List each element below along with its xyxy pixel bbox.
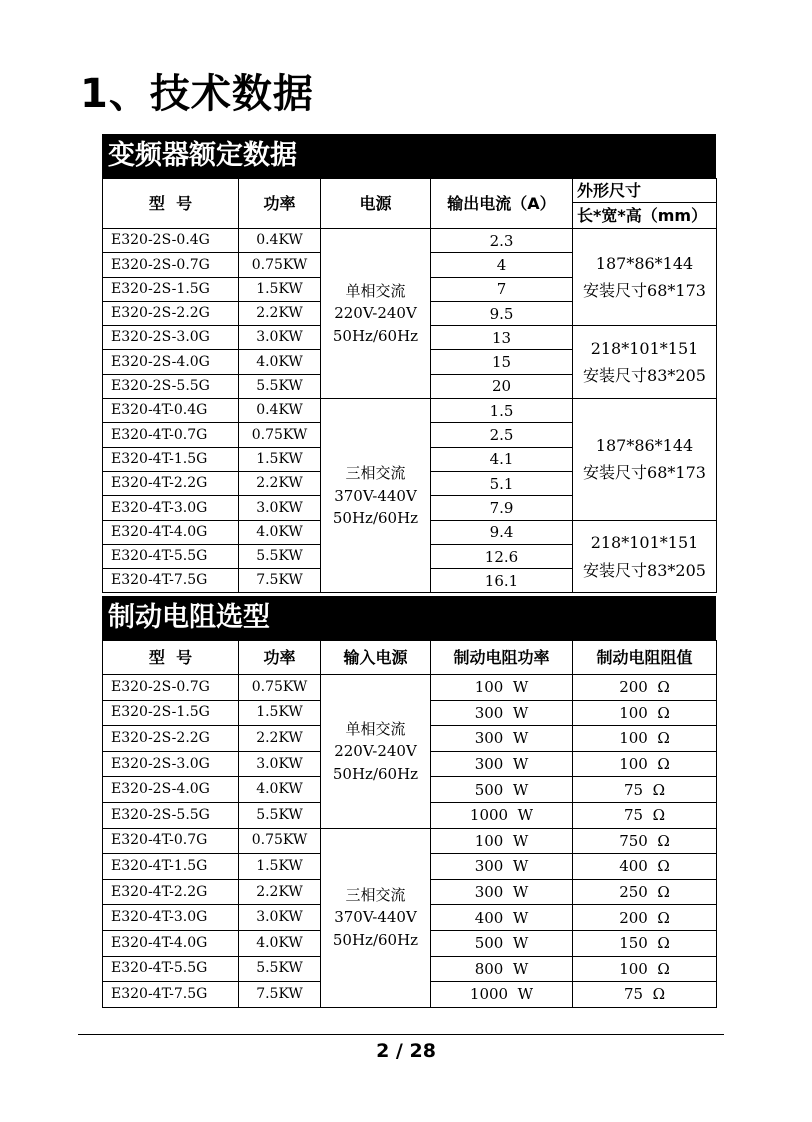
power-cell: 2.2KW — [239, 879, 321, 905]
current-cell: 12.6 — [431, 544, 573, 568]
dims-size: 187*86*144 — [595, 253, 694, 273]
table-row — [103, 229, 717, 253]
model-cell: E320-2S-5.5G — [103, 374, 239, 398]
dims-cell — [573, 326, 717, 399]
resistor-power-cell: 500 W — [431, 777, 573, 803]
resistor-power-cell: 800 W — [431, 956, 573, 982]
power-cell: 5.5KW — [239, 956, 321, 982]
current-cell: 20 — [431, 374, 573, 398]
col-header-dims-unit: 长*宽*高（mm） — [573, 203, 717, 229]
model-cell: E320-2S-4.0G — [103, 350, 239, 374]
power-cell: 2.2KW — [239, 471, 321, 495]
power-cell: 1.5KW — [239, 854, 321, 880]
source-line: 50Hz/60Hz — [332, 326, 419, 345]
power-cell: 0.75KW — [239, 423, 321, 447]
resistor-value-cell: 75 Ω — [573, 982, 717, 1008]
resistor-power-cell: 100 W — [431, 675, 573, 701]
power-cell: 5.5KW — [239, 544, 321, 568]
col-header-input-source: 输入电源 — [321, 641, 431, 675]
col-header-model: 型 号 — [103, 641, 239, 675]
source-line: 50Hz/60Hz — [332, 509, 419, 528]
resistor-power-cell: 400 W — [431, 905, 573, 931]
source-line: 220V-240V — [334, 304, 417, 323]
source-cell — [321, 675, 431, 829]
col-header-source: 电源 — [321, 179, 431, 229]
current-cell: 2.3 — [431, 229, 573, 253]
current-cell: 15 — [431, 350, 573, 374]
power-cell: 3.0KW — [239, 326, 321, 350]
table-row — [103, 828, 717, 854]
source-cell — [321, 399, 431, 593]
model-cell: E320-4T-1.5G — [103, 447, 239, 471]
source-line: 220V-240V — [334, 742, 417, 761]
col-header-model: 型 号 — [103, 179, 239, 229]
power-cell: 4.0KW — [239, 777, 321, 803]
power-cell: 4.0KW — [239, 520, 321, 544]
resistor-value-cell: 150 Ω — [573, 930, 717, 956]
current-cell: 2.5 — [431, 423, 573, 447]
col-header-resistor-value: 制动电阻阻值 — [573, 641, 717, 675]
power-cell: 4.0KW — [239, 930, 321, 956]
current-cell: 7.9 — [431, 496, 573, 520]
resistor-power-cell: 1000 W — [431, 802, 573, 828]
model-cell: E320-2S-3.0G — [103, 326, 239, 350]
source-cell — [321, 828, 431, 1007]
model-cell: E320-2S-0.7G — [103, 253, 239, 277]
dims-cell — [573, 520, 717, 593]
dims-size: 187*86*144 — [595, 436, 694, 456]
source-line: 50Hz/60Hz — [332, 764, 419, 783]
model-cell: E320-4T-0.4G — [103, 399, 239, 423]
model-cell: E320-4T-0.7G — [103, 423, 239, 447]
current-cell: 9.4 — [431, 520, 573, 544]
model-cell: E320-2S-2.2G — [103, 726, 239, 752]
power-cell: 1.5KW — [239, 277, 321, 301]
col-header-power: 功率 — [239, 641, 321, 675]
current-cell: 16.1 — [431, 569, 573, 593]
model-cell: E320-2S-0.4G — [103, 229, 239, 253]
dims-size: 218*101*151 — [590, 533, 699, 553]
page-title: 1、技术数据 — [80, 71, 314, 117]
model-cell: E320-2S-0.7G — [103, 675, 239, 701]
col-header-dims: 外形尺寸 — [573, 179, 717, 203]
power-cell: 1.5KW — [239, 700, 321, 726]
power-cell: 7.5KW — [239, 569, 321, 593]
resistor-value-cell: 100 Ω — [573, 700, 717, 726]
dims-size: 218*101*151 — [590, 338, 699, 358]
model-cell: E320-4T-0.7G — [103, 828, 239, 854]
model-cell: E320-4T-1.5G — [103, 854, 239, 880]
current-cell: 9.5 — [431, 301, 573, 325]
resistor-power-cell: 300 W — [431, 854, 573, 880]
resistor-value-cell: 100 Ω — [573, 751, 717, 777]
source-line: 370V-440V — [334, 908, 417, 927]
brake-resistor-heading: 制动电阻选型 — [102, 596, 716, 640]
current-cell: 7 — [431, 277, 573, 301]
rated-data-table — [102, 178, 717, 593]
dims-mount: 安装尺寸83*205 — [583, 560, 706, 580]
model-cell: E320-4T-2.2G — [103, 471, 239, 495]
model-cell: E320-4T-7.5G — [103, 982, 239, 1008]
model-cell: E320-4T-5.5G — [103, 956, 239, 982]
current-cell: 4.1 — [431, 447, 573, 471]
resistor-power-cell: 100 W — [431, 828, 573, 854]
power-cell: 2.2KW — [239, 301, 321, 325]
resistor-power-cell: 300 W — [431, 751, 573, 777]
resistor-value-cell: 200 Ω — [573, 675, 717, 701]
model-cell: E320-2S-1.5G — [103, 277, 239, 301]
brake-resistor-table — [102, 640, 717, 1008]
model-cell: E320-4T-4.0G — [103, 930, 239, 956]
power-cell: 5.5KW — [239, 374, 321, 398]
power-cell: 5.5KW — [239, 802, 321, 828]
power-cell: 4.0KW — [239, 350, 321, 374]
dims-cell — [573, 399, 717, 520]
model-cell: E320-4T-7.5G — [103, 569, 239, 593]
footer-rule — [78, 1034, 724, 1035]
col-header-power: 功率 — [239, 179, 321, 229]
model-cell: E320-4T-5.5G — [103, 544, 239, 568]
model-cell: E320-4T-3.0G — [103, 905, 239, 931]
model-cell: E320-2S-1.5G — [103, 700, 239, 726]
source-line: 370V-440V — [334, 486, 417, 505]
power-cell: 3.0KW — [239, 496, 321, 520]
resistor-power-cell: 500 W — [431, 930, 573, 956]
power-cell: 0.75KW — [239, 675, 321, 701]
resistor-value-cell: 75 Ω — [573, 802, 717, 828]
power-cell: 3.0KW — [239, 751, 321, 777]
resistor-value-cell: 100 Ω — [573, 726, 717, 752]
source-line: 三相交流 — [345, 464, 406, 483]
table-row — [103, 399, 717, 423]
resistor-value-cell: 750 Ω — [573, 828, 717, 854]
resistor-value-cell: 250 Ω — [573, 879, 717, 905]
current-cell: 5.1 — [431, 471, 573, 495]
model-cell: E320-4T-4.0G — [103, 520, 239, 544]
model-cell: E320-4T-3.0G — [103, 496, 239, 520]
resistor-power-cell: 1000 W — [431, 982, 573, 1008]
resistor-value-cell: 75 Ω — [573, 777, 717, 803]
current-cell: 4 — [431, 253, 573, 277]
dims-mount: 安装尺寸68*173 — [583, 463, 706, 483]
power-cell: 0.75KW — [239, 828, 321, 854]
rated-data-heading: 变频器额定数据 — [102, 134, 716, 178]
power-cell: 7.5KW — [239, 982, 321, 1008]
dims-mount: 安装尺寸83*205 — [583, 366, 706, 386]
resistor-value-cell: 200 Ω — [573, 905, 717, 931]
table-row — [103, 675, 717, 701]
power-cell: 0.75KW — [239, 253, 321, 277]
power-cell: 2.2KW — [239, 726, 321, 752]
power-cell: 0.4KW — [239, 229, 321, 253]
power-cell: 0.4KW — [239, 399, 321, 423]
model-cell: E320-2S-5.5G — [103, 802, 239, 828]
source-line: 50Hz/60Hz — [332, 930, 419, 949]
current-cell: 1.5 — [431, 399, 573, 423]
model-cell: E320-2S-3.0G — [103, 751, 239, 777]
col-header-current: 输出电流（A） — [431, 179, 573, 229]
source-cell — [321, 229, 431, 399]
page-number: 2 / 28 — [376, 1040, 436, 1062]
resistor-value-cell: 100 Ω — [573, 956, 717, 982]
model-cell: E320-2S-2.2G — [103, 301, 239, 325]
power-cell: 3.0KW — [239, 905, 321, 931]
source-line: 单相交流 — [345, 719, 406, 738]
model-cell: E320-4T-2.2G — [103, 879, 239, 905]
source-line: 单相交流 — [345, 281, 406, 300]
source-line: 三相交流 — [345, 885, 406, 904]
model-cell: E320-2S-4.0G — [103, 777, 239, 803]
current-cell: 13 — [431, 326, 573, 350]
resistor-value-cell: 400 Ω — [573, 854, 717, 880]
dims-cell — [573, 229, 717, 326]
resistor-power-cell: 300 W — [431, 700, 573, 726]
dims-mount: 安装尺寸68*173 — [583, 281, 706, 301]
resistor-power-cell: 300 W — [431, 879, 573, 905]
power-cell: 1.5KW — [239, 447, 321, 471]
col-header-resistor-power: 制动电阻功率 — [431, 641, 573, 675]
resistor-power-cell: 300 W — [431, 726, 573, 752]
